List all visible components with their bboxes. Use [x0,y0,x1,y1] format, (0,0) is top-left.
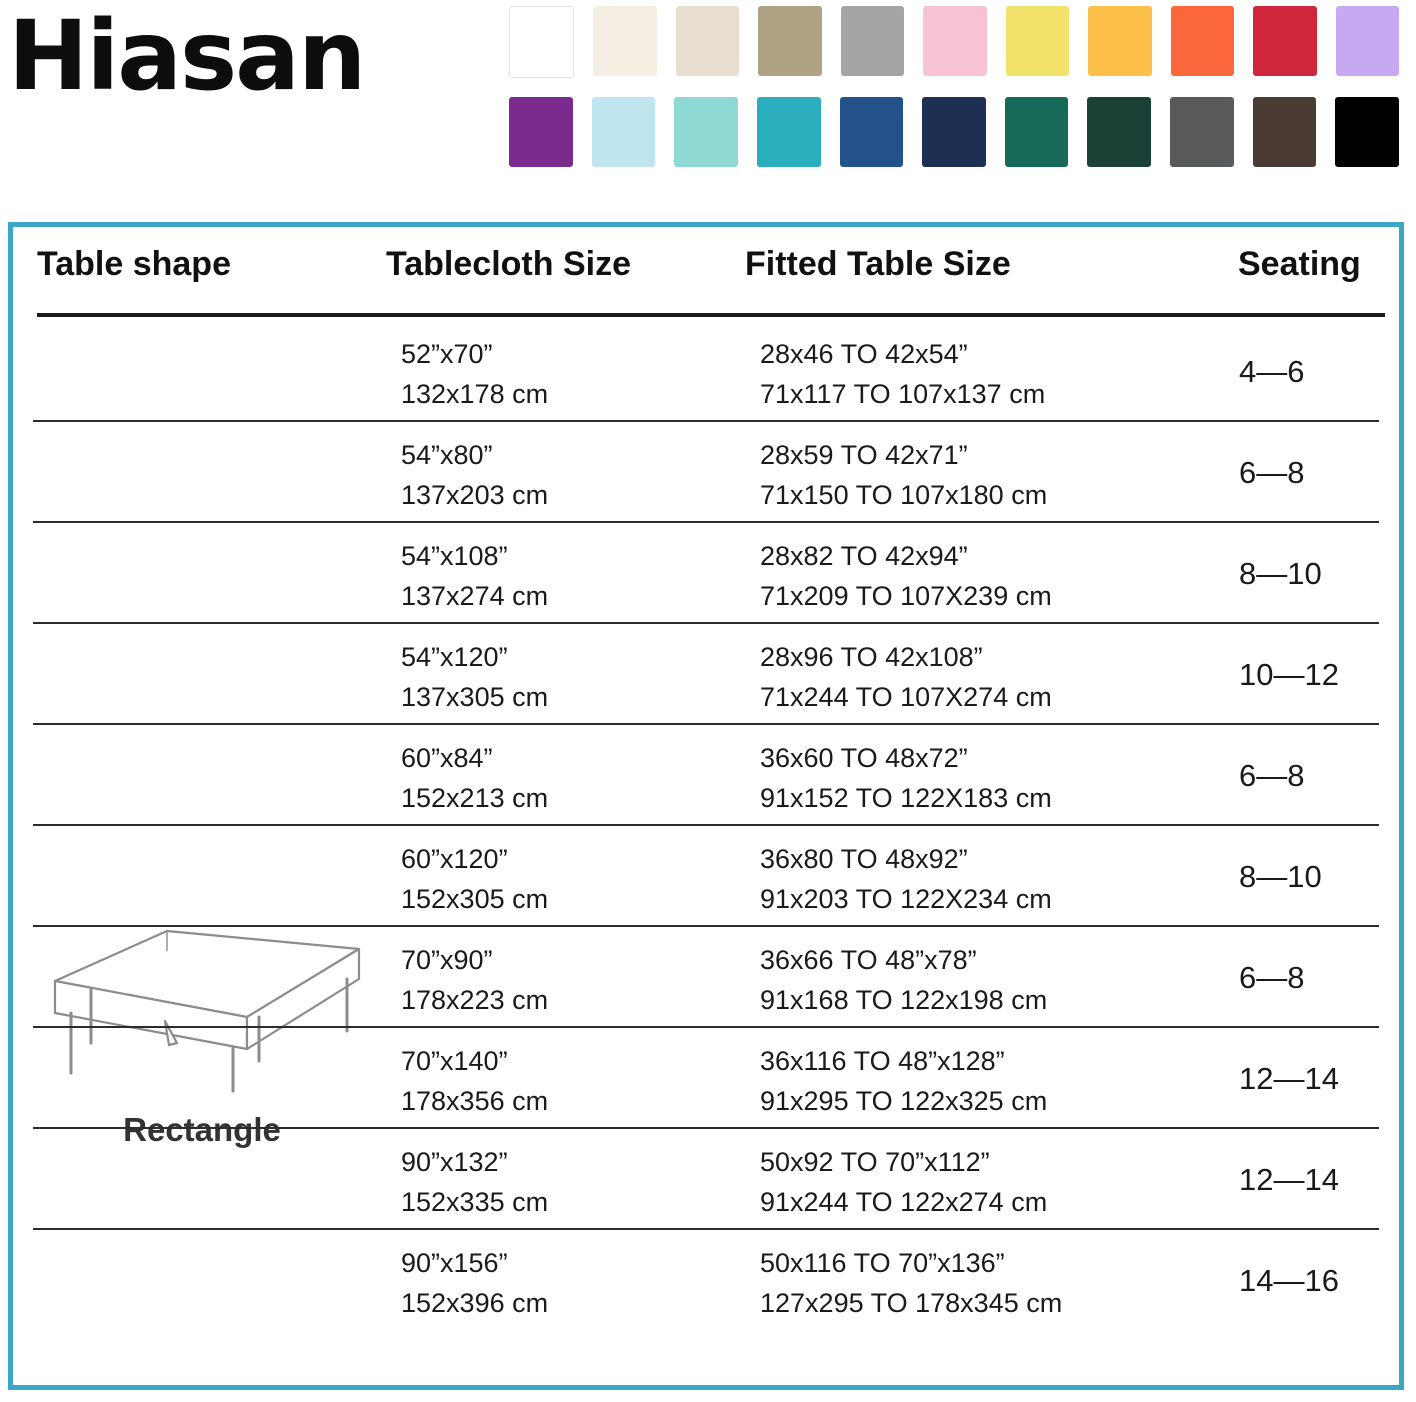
color-swatch-teal[interactable] [757,97,821,167]
table-body [33,321,1379,1369]
cell-fitted-table-size [760,1143,1047,1223]
tablecloth-size-cm: 152x396 cm [401,1287,549,1318]
cell-tablecloth-size [401,1042,548,1122]
cell-tablecloth-size [401,436,548,516]
header-seating: Seating [1238,245,1361,283]
cell-seating: 8—10 [1239,556,1322,591]
color-swatch-grid [509,6,1399,186]
color-swatch-taupe[interactable] [758,6,821,76]
color-swatch-aqua[interactable] [674,97,738,167]
cell-tablecloth-size [401,739,548,819]
fitted-size-cm: 71x209 TO 107X239 cm [760,580,1052,611]
color-swatch-pink[interactable] [923,6,986,76]
color-swatch-dark-green[interactable] [1087,97,1151,167]
fitted-size-inches: 36x80 TO 48x92” [760,844,968,874]
fitted-size-cm: 91x295 TO 122x325 cm [760,1085,1048,1116]
fitted-size-cm: 91x203 TO 122X234 cm [760,883,1052,914]
tablecloth-size-inches: 54”x108” [401,541,508,571]
color-swatch-purple[interactable] [509,97,573,167]
header-divider [37,313,1385,317]
cell-seating: 4—6 [1239,354,1305,389]
table-row [33,1129,1379,1230]
table-row [33,725,1379,826]
cell-seating: 14—16 [1239,1263,1339,1298]
color-swatch-blue[interactable] [840,97,904,167]
cell-fitted-table-size [760,739,1052,819]
tablecloth-size-cm: 137x274 cm [401,580,549,611]
cell-fitted-table-size [760,537,1052,617]
fitted-size-cm: 71x117 TO 107x137 cm [760,378,1046,409]
cell-fitted-table-size [760,1244,1062,1324]
tablecloth-size-cm: 137x305 cm [401,681,549,712]
fitted-size-inches: 36x116 TO 48”x128” [760,1046,1005,1076]
swatch-row-1 [509,6,1399,78]
header-tablecloth-size: Tablecloth Size [386,245,631,283]
cell-fitted-table-size [760,638,1052,718]
color-swatch-yellow[interactable] [1006,6,1069,76]
fitted-size-cm: 91x244 TO 122x274 cm [760,1186,1048,1217]
color-swatch-charcoal-grey[interactable] [1170,97,1234,167]
fitted-size-inches: 50x116 TO 70”x136” [760,1248,1005,1278]
cell-tablecloth-size [401,840,548,920]
tablecloth-size-cm: 152x305 cm [401,883,549,914]
fitted-size-cm: 91x168 TO 122x198 cm [760,984,1048,1015]
header-table-shape: Table shape [37,245,231,283]
cell-fitted-table-size [760,436,1047,516]
table-row [33,1230,1379,1329]
tablecloth-size-inches: 54”x120” [401,642,508,672]
cell-tablecloth-size [401,638,548,718]
tablecloth-size-inches: 60”x120” [401,844,508,874]
tablecloth-size-cm: 152x335 cm [401,1186,549,1217]
cell-tablecloth-size [401,335,548,415]
cell-seating: 6—8 [1239,758,1305,793]
color-swatch-grey[interactable] [841,6,904,76]
fitted-size-inches: 28x46 TO 42x54” [760,339,968,369]
cell-fitted-table-size [760,941,1047,1021]
cell-tablecloth-size [401,1143,548,1223]
header [0,0,1416,200]
color-swatch-red[interactable] [1253,6,1316,76]
fitted-size-inches: 28x59 TO 42x71” [760,440,968,470]
size-chart-inner [33,245,1379,1369]
tablecloth-size-inches: 70”x90” [401,945,493,975]
fitted-size-cm: 127x295 TO 178x345 cm [760,1287,1063,1318]
color-swatch-orange[interactable] [1171,6,1234,76]
cell-seating: 8—10 [1239,859,1322,894]
tablecloth-size-cm: 137x203 cm [401,479,549,510]
color-swatch-dark-brown[interactable] [1253,97,1317,167]
tablecloth-size-inches: 60”x84” [401,743,493,773]
color-swatch-gold[interactable] [1088,6,1151,76]
fitted-size-inches: 28x96 TO 42x108” [760,642,983,672]
tablecloth-size-inches: 54”x80” [401,440,493,470]
table-row [33,321,1379,422]
cell-tablecloth-size [401,1244,548,1324]
shape-label: Rectangle [123,1111,281,1148]
header-fitted-table-size: Fitted Table Size [745,245,1011,283]
cell-seating: 10—12 [1239,657,1339,692]
tablecloth-size-cm: 132x178 cm [401,378,549,409]
fitted-size-cm: 71x244 TO 107X274 cm [760,681,1052,712]
cell-fitted-table-size [760,1042,1047,1122]
table-row [33,624,1379,725]
color-swatch-navy[interactable] [922,97,986,167]
fitted-size-inches: 50x92 TO 70”x112” [760,1147,990,1177]
color-swatch-light-blue[interactable] [592,97,656,167]
table-row [33,826,1379,927]
swatch-row-2 [509,97,1399,167]
tablecloth-size-inches: 90”x132” [401,1147,508,1177]
fitted-size-cm: 71x150 TO 107x180 cm [760,479,1048,510]
table-row [33,1028,1379,1129]
fitted-size-inches: 28x82 TO 42x94” [760,541,968,571]
size-chart-card [8,222,1404,1390]
table-row [33,927,1379,1028]
tablecloth-size-cm: 152x213 cm [401,782,549,813]
color-swatch-white[interactable] [509,6,574,78]
cell-seating: 12—14 [1239,1162,1339,1197]
cell-tablecloth-size [401,537,548,617]
tablecloth-size-cm: 178x356 cm [401,1085,549,1116]
tablecloth-size-inches: 70”x140” [401,1046,508,1076]
tablecloth-size-inches: 90”x156” [401,1248,508,1278]
color-swatch-ivory[interactable] [593,6,656,76]
fitted-size-inches: 36x66 TO 48”x78” [760,945,977,975]
color-swatch-lavender[interactable] [1336,6,1399,76]
table-row [33,523,1379,624]
cell-seating: 6—8 [1239,455,1305,490]
cell-fitted-table-size [760,840,1052,920]
fitted-size-cm: 91x152 TO 122X183 cm [760,782,1052,813]
color-swatch-beige[interactable] [676,6,739,76]
cell-seating: 12—14 [1239,1061,1339,1096]
fitted-size-inches: 36x60 TO 48x72” [760,743,968,773]
cell-tablecloth-size [401,941,548,1021]
brand-logo: Hiasan [8,0,365,112]
cell-seating: 6—8 [1239,960,1305,995]
table-header-row [33,245,1379,313]
tablecloth-size-inches: 52”x70” [401,339,493,369]
tablecloth-size-cm: 178x223 cm [401,984,549,1015]
cell-fitted-table-size [760,335,1045,415]
color-swatch-black[interactable] [1335,97,1399,167]
table-row [33,422,1379,523]
color-swatch-emerald[interactable] [1005,97,1069,167]
